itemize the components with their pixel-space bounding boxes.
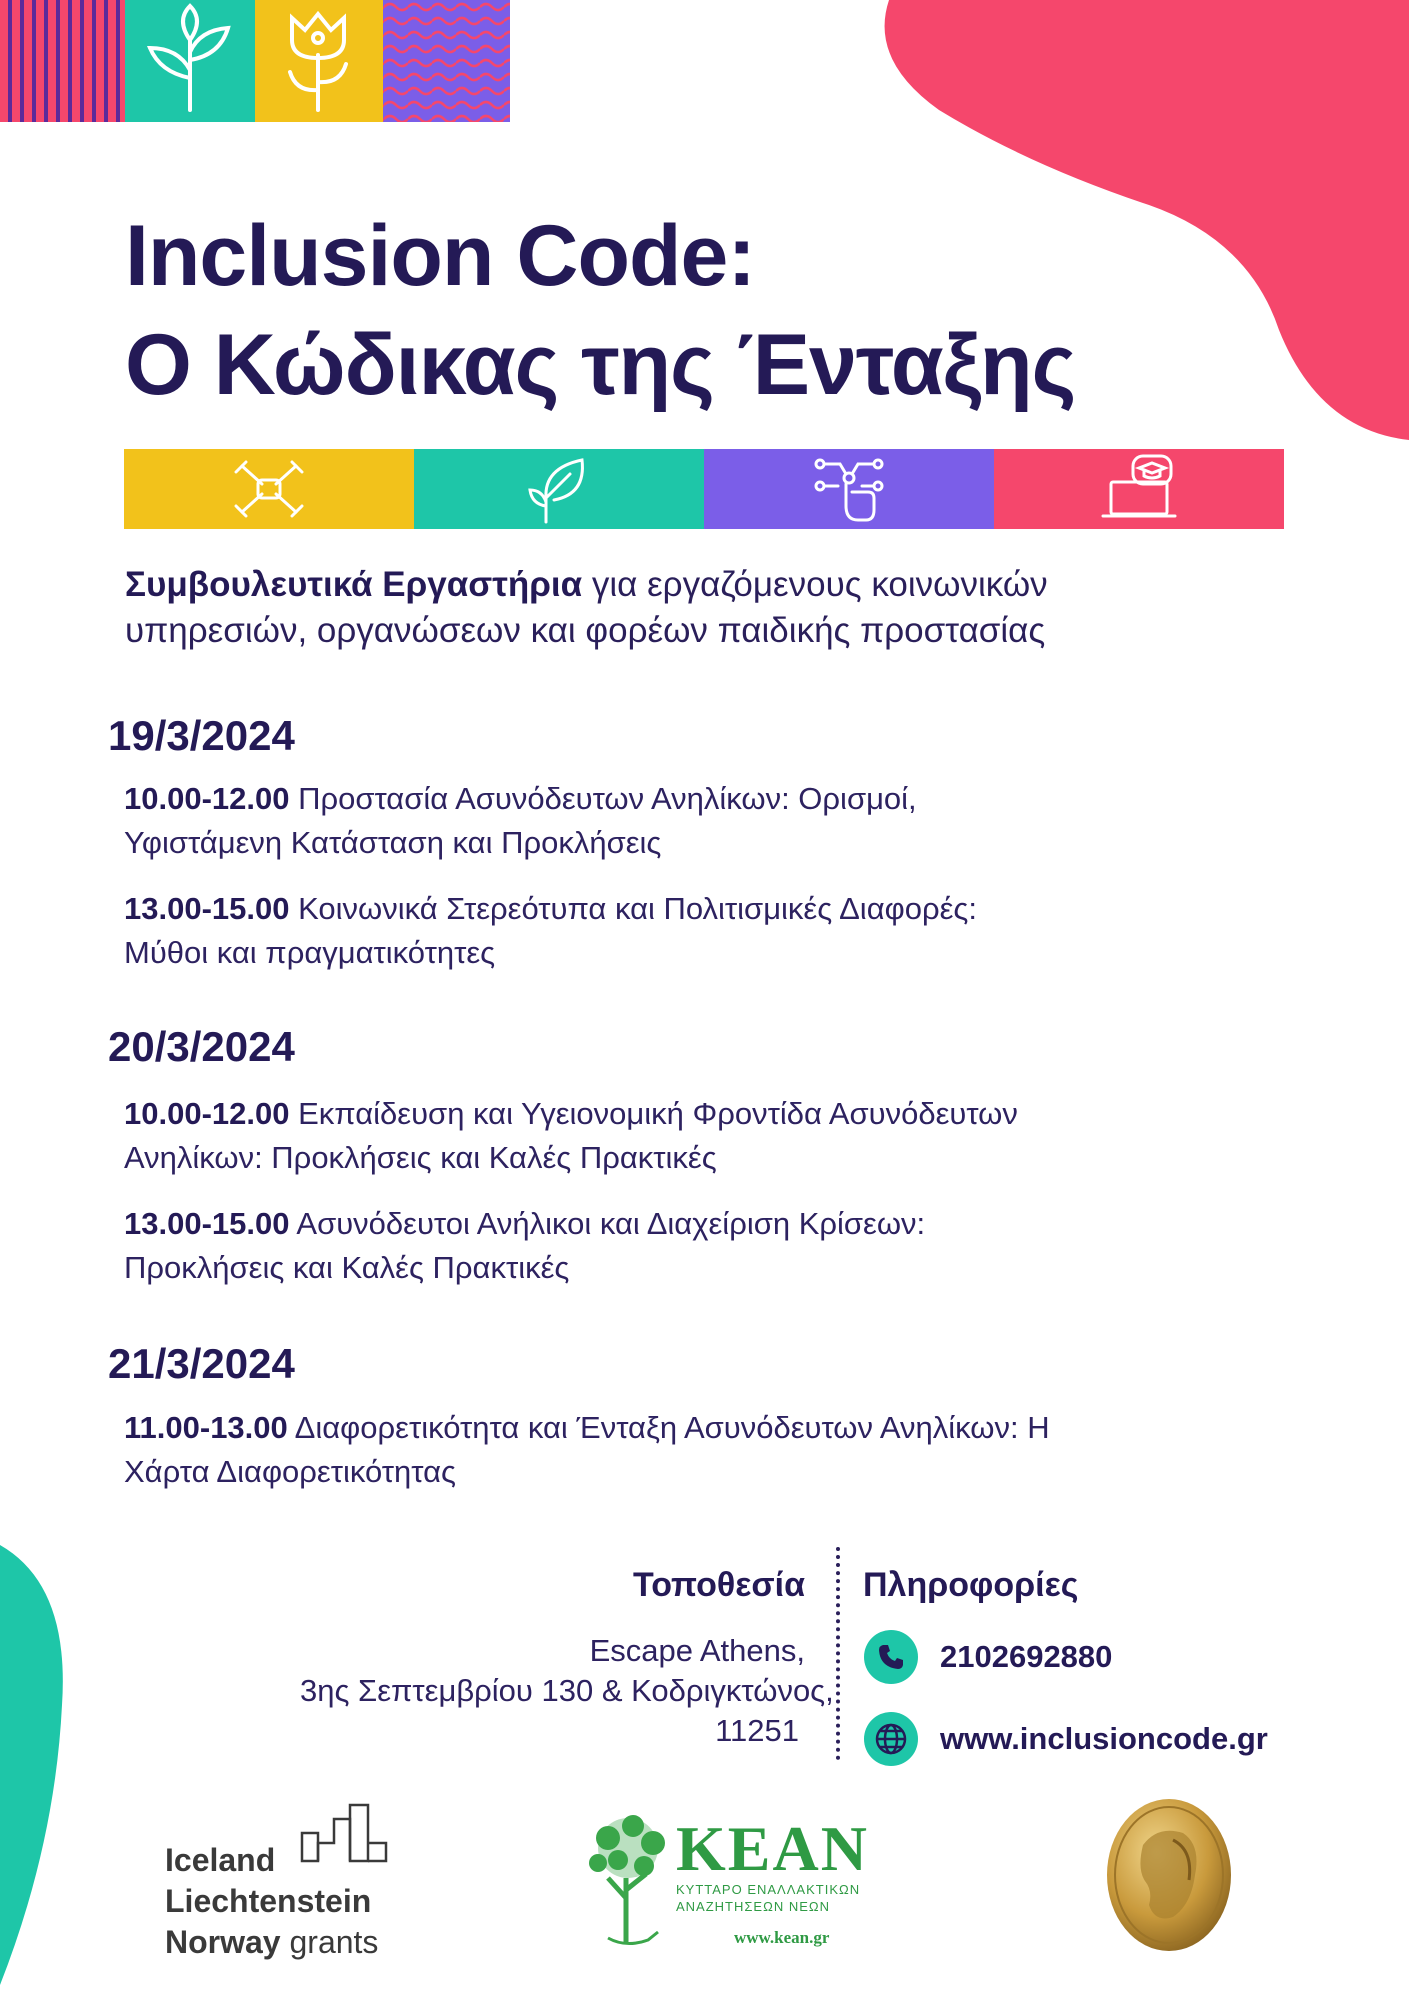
title-line-1: Inclusion Code: xyxy=(125,208,755,304)
teamwork-hands-icon xyxy=(232,456,306,522)
session-title-line2: Προκλήσεις και Καλές Πρακτικές xyxy=(124,1250,570,1285)
session-title-line1: Εκπαίδευση και Υγειονομική Φροντίδα Ασυνόδευτων xyxy=(289,1096,1018,1131)
intro-bold: Συμβουλευτικά Εργαστήρια xyxy=(125,565,583,604)
banner-segment-pink xyxy=(994,449,1284,529)
session-title-line2: Υφιστάμενη Κατάσταση και Προκλήσεις xyxy=(124,825,662,860)
grants-line-1: Iceland xyxy=(165,1842,276,1878)
session-time: 11.00-13.00 xyxy=(124,1410,288,1445)
laptop-education-icon xyxy=(1099,454,1179,524)
website-row xyxy=(864,1712,1268,1766)
intro-text xyxy=(125,562,1305,654)
session-title-line2: Ανηλίκων: Προκλήσεις και Καλές Πρακτικές xyxy=(124,1140,717,1175)
session-title-line2: Μύθοι και πραγματικότητες xyxy=(124,935,496,970)
banner-segment-purple xyxy=(704,449,994,529)
touch-network-icon xyxy=(812,454,886,524)
session-time: 10.00-12.00 xyxy=(124,781,290,816)
info-heading: Πληροφορίες xyxy=(863,1566,1079,1604)
location-line-3: 11251 xyxy=(715,1713,799,1748)
date-day-2: 20/3/2024 xyxy=(108,1023,295,1070)
intro-rest-line1: για εργαζόμενους κοινωνικών xyxy=(582,565,1048,604)
dotted-divider xyxy=(836,1547,840,1760)
teal-blob-decoration xyxy=(0,1545,90,2000)
icon-banner xyxy=(124,449,1284,529)
date-day-3: 21/3/2024 xyxy=(108,1340,295,1387)
phone-row xyxy=(864,1630,1112,1684)
session-title-line1: Προστασία Ασυνόδευτων Ανηλίκων: Ορισμοί, xyxy=(289,781,917,816)
session-item xyxy=(124,1406,1304,1494)
location-block xyxy=(300,1566,834,1749)
grants-building-icon xyxy=(300,1803,392,1865)
location-line-2: 3ης Σεπτεμβρίου 130 & Κοδριγκτώνος, xyxy=(300,1673,834,1708)
banner-segment-teal xyxy=(414,449,704,529)
location-line-1: Escape Athens, xyxy=(589,1633,805,1668)
session-time: 10.00-12.00 xyxy=(124,1096,290,1131)
banner-segment-yellow xyxy=(124,449,414,529)
phone-icon xyxy=(864,1630,918,1684)
session-item xyxy=(124,1202,1304,1290)
session-time: 13.00-15.00 xyxy=(124,1206,290,1241)
decorative-tiles xyxy=(0,0,510,122)
website-link[interactable]: www.inclusioncode.gr xyxy=(940,1721,1268,1756)
grants-line-3-bold: Norway xyxy=(165,1924,281,1960)
session-time: 13.00-15.00 xyxy=(124,891,290,926)
session-item xyxy=(124,887,1304,975)
date-day-1: 19/3/2024 xyxy=(108,712,295,759)
leaf-icon xyxy=(524,454,594,524)
gold-medal-icon xyxy=(1103,1795,1235,1955)
kean-subtitle-1: ΚΥΤΤΑΡΟ ΕΝΑΛΛΑΚΤΙΚΩΝ xyxy=(676,1882,861,1897)
session-title-line1: Κοινωνικά Στερεότυπα και Πολιτισμικές Διαφορές: xyxy=(289,891,977,926)
intro-line2: υπηρεσιών, οργανώσεων και φορέων παιδικής προστασίας xyxy=(125,611,1046,650)
session-title-line1: Διαφορετικότητα και Ένταξη Ασυνόδευτων Ανηλίκων: Η xyxy=(287,1410,1050,1445)
kean-url[interactable]: www.kean.gr xyxy=(734,1928,830,1947)
kean-subtitle-2: ΑΝΑΖΗΤΗΣΕΩΝ ΝΕΩΝ xyxy=(676,1899,830,1914)
session-item xyxy=(124,777,1304,865)
globe-icon xyxy=(864,1712,918,1766)
phone-number[interactable]: 2102692880 xyxy=(940,1639,1113,1674)
kean-name: ΚΕΑΝ xyxy=(676,1813,869,1884)
session-item xyxy=(124,1092,1304,1180)
session-title-line1: Ασυνόδευτοι Ανήλικοι και Διαχείριση Κρίσεων: xyxy=(289,1206,926,1241)
kean-tree-icon xyxy=(578,1808,678,1948)
grants-line-3-light: grants xyxy=(280,1924,379,1960)
session-title-line2: Χάρτα Διαφορετικότητας xyxy=(124,1454,456,1489)
location-heading: Τοποθεσία xyxy=(632,1566,805,1604)
grants-line-2: Liechtenstein xyxy=(165,1883,372,1919)
title-line-2: Ο Κώδικας της Ένταξης xyxy=(125,317,1076,413)
